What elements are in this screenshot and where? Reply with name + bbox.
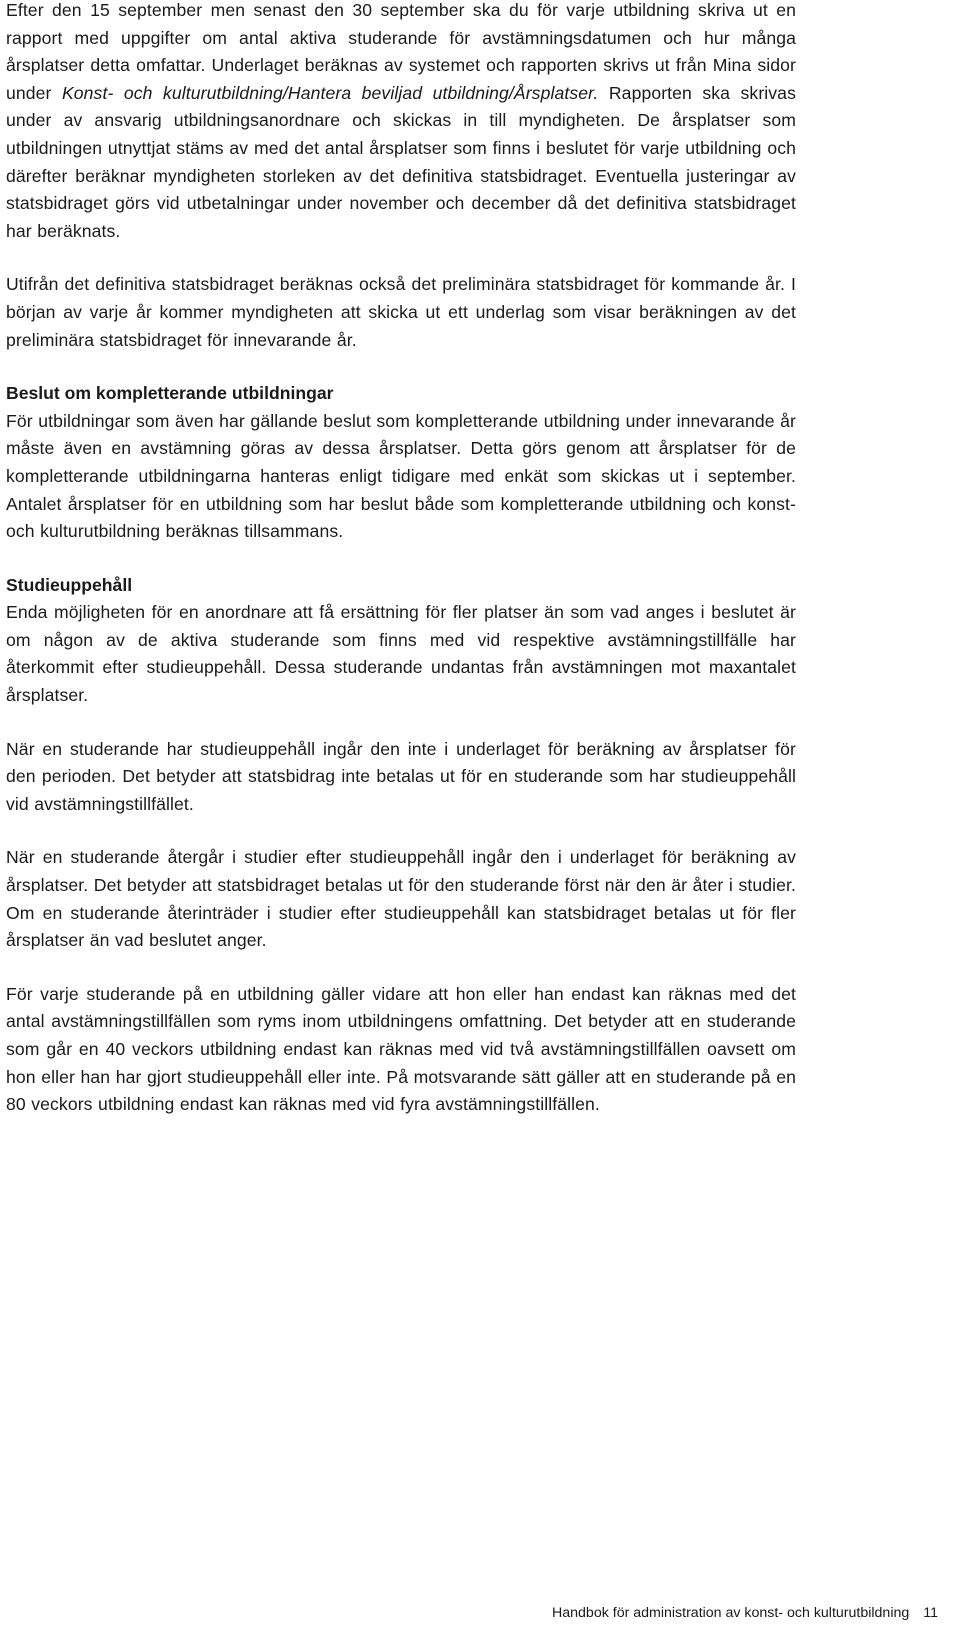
footer-title: Handbok för administration av konst- och kulturutbildning: [552, 1605, 910, 1621]
paragraph-studieuppehall-4: För varje studerande på en utbildning gäller vidare att hon eller han endast kan räknas med det antal avstämningstillfällen som ryms inom utbildningens omfattning. Det betyder att en studerande som går en 40 veckors utbildning endast kan räknas med vid två avstämningstillfällen oavsett om hon eller han har gjort studieuppehåll eller inte. På motsvarande sätt gäller att en studerande på en 80 veckors utbildning endast kan räknas med vid fyra avstämningstillfällen.: [6, 983, 796, 1115]
section-kompletterande-utbildningar: [6, 380, 796, 546]
page-number: 11: [923, 1605, 938, 1621]
paragraph-rapport-text-b: Rapporten ska skrivas under av ansvarig utbildningsanordnare och skickas in till myndigheten. De årsplatser som utbildningen utnyttjat stäms av med det antal årsplatser som finns i beslutet för varje utbildning och därefter beräknar myndigheten storleken av det definitiva statsbidraget. Eventuella justeringar av statsbidraget görs vid utbetalningar under november och december då det definitiva statsbidraget har beräknats.: [6, 82, 796, 241]
paragraph-kompletterande: För utbildningar som även har gällande beslut som kompletterande utbildning under innevarande år måste även en avstämning göras av dessa årsplatser. Detta görs genom att årsplatser för de kompletterande utbildningarna hanteras enligt tidigare med enkät som skickas ut i september. Antalet årsplatser för en utbildning som har beslut både som kompletterande utbildning och konst- och kulturutbildning beräknas tillsammans.: [6, 410, 796, 542]
paragraph-preliminart-statsbidrag: Utifrån det definitiva statsbidraget beräknas också det preliminära statsbidraget för kommande år. I början av varje år kommer myndigheten att skicka ut ett underlag som visar beräkningen av det preliminära statsbidraget för innevarande år.: [6, 274, 796, 350]
document-body: [6, 0, 796, 1145]
paragraph-rapport-text-a: Efter den 15 september men senast den 30 september ska du för varje utbildning skriva ut en rapport med uppgifter om antal aktiva studerande för avstämningsdatumen och hur många årsplatser detta omfattar. Underlaget beräknas av systemet och rapporten skrivs ut från Mina sidor under: [6, 0, 796, 103]
section-title-studieuppehall: Studieuppehåll: [6, 574, 133, 595]
paragraph-studieuppehall-1: Enda möjligheten för en anordnare att få ersättning för fler platser än som vad anges i beslutet är om någon av de aktiva studerande som finns med vid respektive avstämningstillfälle har återkommit efter studieuppehåll. Dessa studerande undantas från avstämningen mot maxantalet årsplatser.: [6, 602, 796, 706]
page-footer: [552, 1604, 938, 1622]
section-title-kompletterande: Beslut om kompletterande utbildningar: [6, 383, 334, 404]
paragraph-rapport: [6, 0, 796, 245]
menu-path-text: Konst- och kulturutbildning/Hantera beviljad utbildning/Årsplatser.: [61, 82, 599, 103]
section-studieuppehall: [6, 572, 796, 1119]
paragraph-studieuppehall-3: När en studerande återgår i studier efter studieuppehåll ingår den i underlaget för beräkning av årsplatser. Det betyder att statsbidraget betalas ut för den studerande först när den är åter i studier. Om en studerande återinträder i studier efter studieuppehåll kan statsbidraget betalas ut för fler årsplatser än vad beslutet anger.: [6, 847, 796, 951]
paragraph-studieuppehall-2: När en studerande har studieuppehåll ingår den inte i underlaget för beräkning av årsplatser för den perioden. Det betyder att statsbidrag inte betalas ut för en studerande som har studieuppehåll vid avstämningstillfället.: [6, 738, 796, 814]
